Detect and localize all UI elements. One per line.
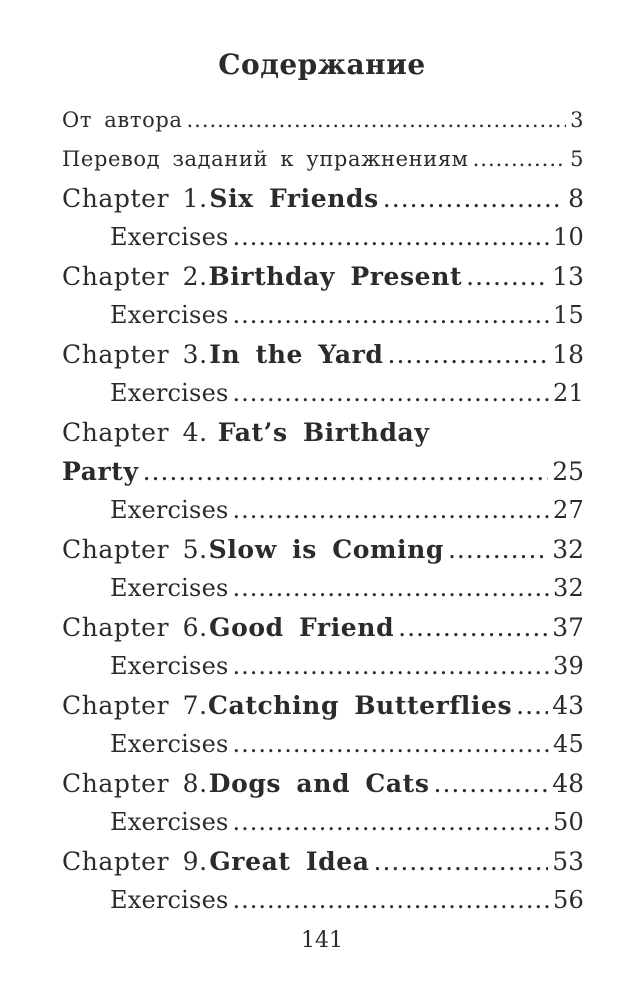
dot-leader — [232, 569, 549, 608]
dot-leader — [448, 530, 548, 569]
toc-chapter-entry — [62, 335, 584, 374]
toc-page-number: 56 — [553, 886, 584, 914]
toc-entry-label: От автора — [62, 108, 183, 132]
exercises-label: Exercises — [110, 223, 229, 251]
dot-leader — [232, 803, 549, 842]
toc-page-number: 43 — [552, 691, 584, 720]
chapter-title: In the Yard — [209, 340, 384, 369]
toc-page-number: 50 — [553, 808, 584, 836]
toc-page-number: 3 — [570, 108, 584, 132]
dot-leader — [383, 179, 564, 218]
exercises-label: Exercises — [110, 301, 229, 329]
toc-chapter-entry — [62, 530, 584, 569]
chapter-title: Slow is Coming — [208, 535, 444, 564]
toc-chapter-entry — [62, 413, 584, 452]
toc-chapter-entry — [62, 179, 584, 218]
toc-chapter-entry-continued — [62, 452, 584, 491]
toc-page-number: 37 — [552, 613, 584, 642]
exercises-label: Exercises — [110, 496, 229, 524]
toc-exercises-entry — [62, 725, 584, 764]
exercises-label: Exercises — [110, 574, 229, 602]
toc-page-number: 13 — [552, 262, 584, 291]
chapter-title: Great Idea — [209, 847, 370, 876]
dot-leader — [473, 140, 567, 179]
toc-page-number: 39 — [553, 652, 584, 680]
toc-exercises-entry — [62, 374, 584, 413]
chapter-prefix: Chapter 4. — [62, 418, 208, 447]
dot-leader — [516, 686, 548, 725]
chapter-title-continued: Party — [62, 457, 139, 486]
toc-page-number: 5 — [570, 147, 584, 171]
chapter-title: Good Friend — [209, 613, 395, 642]
chapter-prefix: Chapter 2. — [62, 262, 208, 291]
chapter-prefix: Chapter 6. — [62, 613, 208, 642]
exercises-label: Exercises — [110, 652, 229, 680]
dot-leader — [232, 218, 549, 257]
toc-page-number: 8 — [568, 184, 584, 213]
dot-leader — [466, 257, 548, 296]
dot-leader — [374, 842, 549, 881]
exercises-label: Exercises — [110, 379, 229, 407]
exercises-label: Exercises — [110, 886, 229, 914]
dot-leader — [143, 452, 549, 491]
toc-page-number: 21 — [553, 379, 584, 407]
exercises-label: Exercises — [110, 730, 229, 758]
chapter-title: Catching Butterflies — [208, 691, 513, 720]
toc-exercises-entry — [62, 647, 584, 686]
toc-page-number: 18 — [552, 340, 584, 369]
dot-leader — [398, 608, 548, 647]
toc-page-number: 15 — [553, 301, 584, 329]
toc-exercises-entry — [62, 296, 584, 335]
toc-page-number: 48 — [552, 769, 584, 798]
dot-leader — [186, 101, 566, 140]
toc-page-number: 10 — [553, 223, 584, 251]
dot-leader — [232, 881, 549, 920]
chapter-title: Fat’s Birthday — [217, 418, 430, 447]
chapter-prefix: Chapter 3. — [62, 340, 208, 369]
dot-leader — [434, 764, 549, 803]
toc-exercises-entry — [62, 491, 584, 530]
toc-exercises-entry — [62, 881, 584, 920]
toc-exercises-entry — [62, 569, 584, 608]
toc-chapter-entry — [62, 842, 584, 881]
table-of-contents — [62, 101, 584, 920]
toc-chapter-entry — [62, 686, 584, 725]
chapter-title: Six Friends — [209, 184, 379, 213]
toc-page-number: 45 — [553, 730, 584, 758]
dot-leader — [232, 491, 549, 530]
dot-leader — [232, 374, 549, 413]
toc-entry-label: Перевод заданий к упражнениям — [62, 147, 469, 171]
chapter-title: Dogs and Cats — [208, 769, 430, 798]
chapter-prefix: Chapter 7. — [62, 691, 208, 720]
toc-page-number: 32 — [552, 535, 584, 564]
toc-entry — [62, 101, 584, 140]
toc-exercises-entry — [62, 803, 584, 842]
toc-exercises-entry — [62, 218, 584, 257]
page-number: 141 — [301, 928, 343, 953]
toc-chapter-entry — [62, 257, 584, 296]
toc-page-number: 32 — [553, 574, 584, 602]
toc-chapter-entry — [62, 764, 584, 803]
toc-chapter-entry — [62, 608, 584, 647]
toc-page-number: 53 — [552, 847, 584, 876]
dot-leader — [388, 335, 549, 374]
page-title: Содержание — [218, 48, 426, 81]
toc-page-number: 25 — [552, 457, 584, 486]
chapter-prefix: Chapter 5. — [62, 535, 208, 564]
dot-leader — [232, 725, 549, 764]
chapter-prefix: Chapter 1. — [62, 184, 208, 213]
toc-page-number: 27 — [553, 496, 584, 524]
dot-leader — [232, 647, 549, 686]
dot-leader — [232, 296, 549, 335]
chapter-prefix: Chapter 9. — [62, 847, 208, 876]
exercises-label: Exercises — [110, 808, 229, 836]
chapter-prefix: Chapter 8. — [62, 769, 208, 798]
toc-entry — [62, 140, 584, 179]
chapter-title: Birthday Present — [208, 262, 463, 291]
